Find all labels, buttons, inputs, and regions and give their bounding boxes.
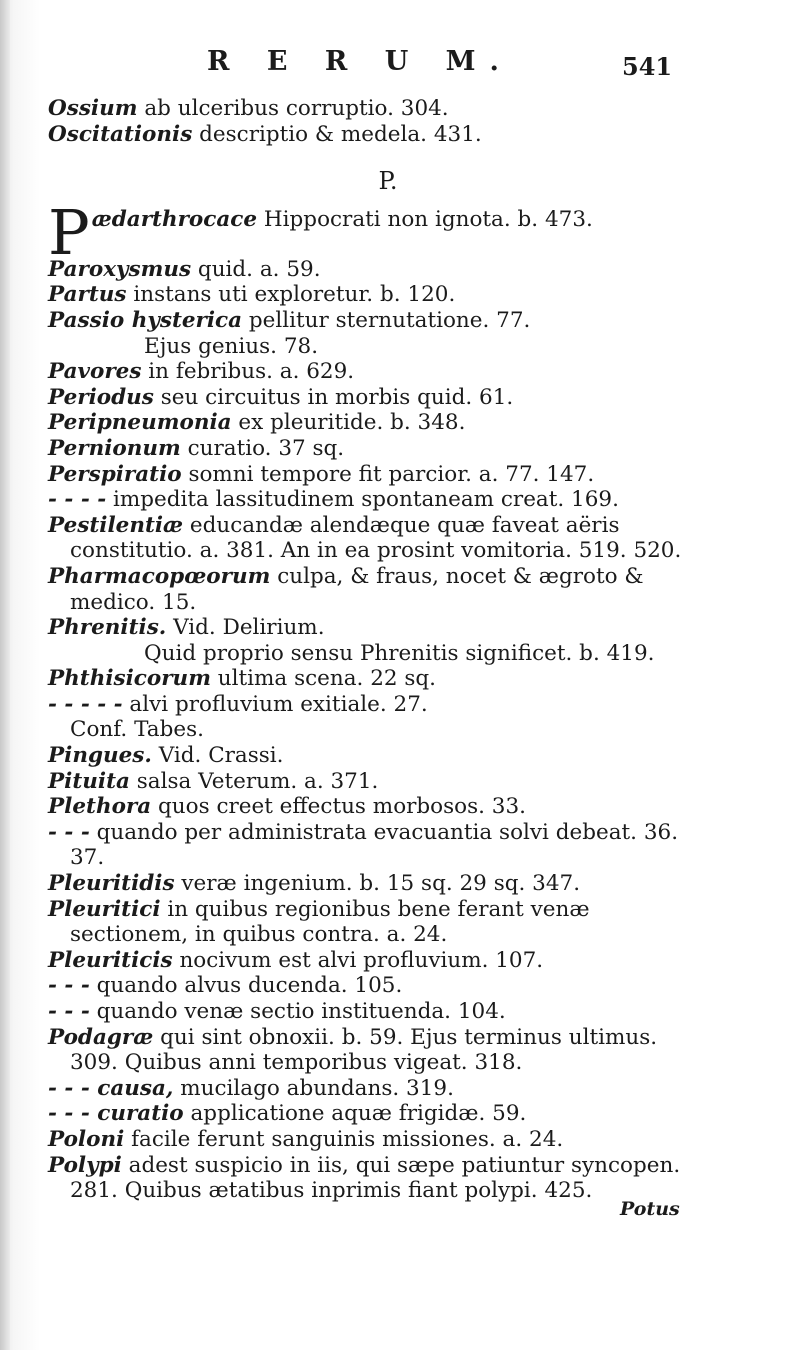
entry-headword: Oscitationis	[48, 121, 193, 147]
entry-text: Ejus genius. 78.	[144, 333, 319, 359]
entry-text: pellitur sternutatione. 77.	[242, 307, 531, 333]
entry-text: Vid. Crassi.	[151, 743, 284, 769]
drop-capital: P	[48, 195, 90, 269]
entry-text: ab ulceribus corruptio. 304.	[137, 96, 449, 121]
running-head	[0, 46, 800, 86]
entry-text: Hippocrati non ignota. b. 473.	[257, 206, 593, 232]
index-entry	[48, 282, 688, 308]
entry-headword: Phthisicorum	[48, 666, 211, 692]
index-entry-list	[48, 257, 688, 1204]
index-entry	[48, 385, 688, 411]
index-entry	[48, 717, 688, 743]
index-entry	[48, 1127, 688, 1153]
entry-text: curatio. 37 sq.	[180, 435, 345, 461]
entry-text: somni tempore fit parcior. a. 77. 147.	[181, 461, 595, 487]
page-number: 541	[622, 52, 673, 81]
entry-text: quando alvus ducenda. 105.	[89, 973, 403, 999]
entry-headword: Polypi	[48, 1152, 122, 1178]
entry-headword: Podagræ	[48, 1024, 154, 1050]
index-entry	[48, 122, 688, 148]
index-entry	[48, 564, 688, 615]
entry-headword: Ossium	[48, 96, 138, 121]
index-entry	[48, 462, 688, 488]
entry-headword: ædarthrocace	[91, 206, 258, 232]
entry-text: quando per administrata evacuantia solvi debeat. 36. 37.	[70, 819, 679, 871]
entry-text: quos creet effectus morbosos. 33.	[151, 794, 526, 820]
entry-headword: Pleuriticis	[48, 947, 173, 973]
entry-text: qui sint obnoxii. b. 59. Ejus terminus ultimus. 309. Quibus anni temporibus vigeat. 318.	[70, 1024, 658, 1076]
entry-headword: - - -	[48, 999, 90, 1024]
index-body	[48, 96, 688, 1204]
index-entry	[48, 794, 688, 820]
index-entry	[48, 1076, 688, 1102]
index-entry	[48, 1153, 688, 1204]
page-gutter-shadow	[0, 0, 10, 1350]
entry-text: impedita lassitudinem spontaneam creat. 169.	[106, 487, 619, 513]
entry-headword: Pestilentiæ	[48, 512, 184, 538]
entry-text: quid. a. 59.	[191, 256, 321, 282]
entry-headword: Plethora	[48, 794, 152, 820]
entry-text: quando venæ sectio instituenda. 104.	[89, 999, 506, 1024]
section-letter: P.	[378, 167, 398, 196]
entry-headword: - - - curatio	[48, 1101, 184, 1127]
entry-headword: - - - - -	[48, 691, 123, 717]
entry-headword: Peripneumonia	[48, 410, 232, 436]
entry-headword: - - - causa,	[48, 1075, 174, 1101]
entry-text: ex pleuritide. b. 348.	[231, 410, 466, 436]
entry-text: culpa, & fraus, nocet & ægroto & medico. 15.	[70, 563, 644, 615]
index-entry	[48, 999, 688, 1025]
entry-text: in quibus regionibus bene ferant venæ sectionem, in quibus contra. a. 24.	[70, 896, 590, 948]
entry-text: instans uti exploretur. b. 120.	[126, 282, 456, 308]
entry-text: salsa Veterum. a. 371.	[129, 768, 379, 794]
entry-text: seu circuitus in morbis quid. 61.	[153, 384, 514, 410]
index-entry	[48, 820, 688, 871]
index-entry	[48, 1101, 688, 1127]
index-entry	[48, 897, 688, 948]
entry-headword: - - -	[48, 973, 90, 999]
index-entry	[48, 257, 688, 283]
index-entry	[48, 692, 688, 718]
entry-text: ultima scena. 22 sq.	[210, 666, 437, 692]
entry-headword: Perspiratio	[48, 461, 182, 487]
entry-text: adest suspicio in iis, qui sæpe patiuntur syncopen. 281. Quibus ætatibus inprimis fiant polypi. 425.	[70, 1152, 681, 1204]
index-entry	[48, 948, 688, 974]
entry-headword: Phrenitis.	[48, 615, 167, 641]
entry-text: veræ ingenium. b. 15 sq. 29 sq. 347.	[174, 871, 581, 897]
index-entry	[48, 334, 688, 360]
index-entry	[48, 743, 688, 769]
index-entry	[48, 973, 688, 999]
index-entry	[48, 513, 688, 564]
entry-headword: Passio hysterica	[48, 307, 243, 333]
entry-headword: - - -	[48, 819, 90, 845]
entry-text: facile ferunt sanguinis missiones. a. 24.	[124, 1126, 564, 1152]
running-head-title: R E R U M.	[207, 46, 513, 77]
entry-text: descriptio & medela. 431.	[192, 121, 482, 147]
index-entry	[48, 96, 688, 122]
index-entry	[48, 769, 688, 795]
entry-headword: Periodus	[48, 384, 154, 410]
catchword: Potus	[620, 1198, 680, 1220]
index-entry	[48, 359, 688, 385]
entry-text: in febribus. a. 629.	[141, 359, 355, 385]
index-entry	[48, 641, 688, 667]
entry-headword: Paroxysmus	[48, 256, 192, 282]
entry-text: educandæ alendæque quæ faveat aëris constitutio. a. 381. An in ea prosint vomitoria. 519. 520.	[70, 512, 682, 564]
entry-headword: Pernionum	[48, 435, 181, 461]
entry-headword: Pingues.	[48, 743, 152, 769]
entry-text: alvi profluvium exitiale. 27.	[122, 691, 428, 717]
index-entry	[48, 410, 688, 436]
index-entry	[48, 308, 688, 334]
index-entry	[48, 615, 688, 641]
entry-headword: Poloni	[48, 1126, 125, 1152]
entry-headword: Pituita	[48, 768, 130, 794]
entry-headword: Pavores	[48, 359, 142, 385]
entry-headword: Pleuritidis	[48, 871, 175, 897]
index-entry	[48, 666, 688, 692]
entry-headword: - - - -	[48, 487, 107, 513]
entry-text: mucilago abundans. 319.	[173, 1075, 454, 1101]
entry-text: Vid. Delirium.	[166, 615, 325, 641]
entry-text: nocivum est alvi profluvium. 107.	[172, 947, 544, 973]
index-entry	[48, 487, 688, 513]
entry-text: applicatione aquæ frigidæ. 59.	[183, 1101, 527, 1127]
index-entry	[48, 871, 688, 897]
entry-headword: Pharmacopœorum	[48, 563, 271, 589]
entry-headword: Partus	[48, 282, 127, 308]
index-entry	[48, 436, 688, 462]
entry-text: Quid proprio sensu Phrenitis significet. b. 419.	[144, 640, 655, 666]
index-entry	[48, 1025, 688, 1076]
entry-headword: Pleuritici	[48, 896, 161, 922]
entry-text: Conf. Tabes.	[70, 717, 204, 743]
